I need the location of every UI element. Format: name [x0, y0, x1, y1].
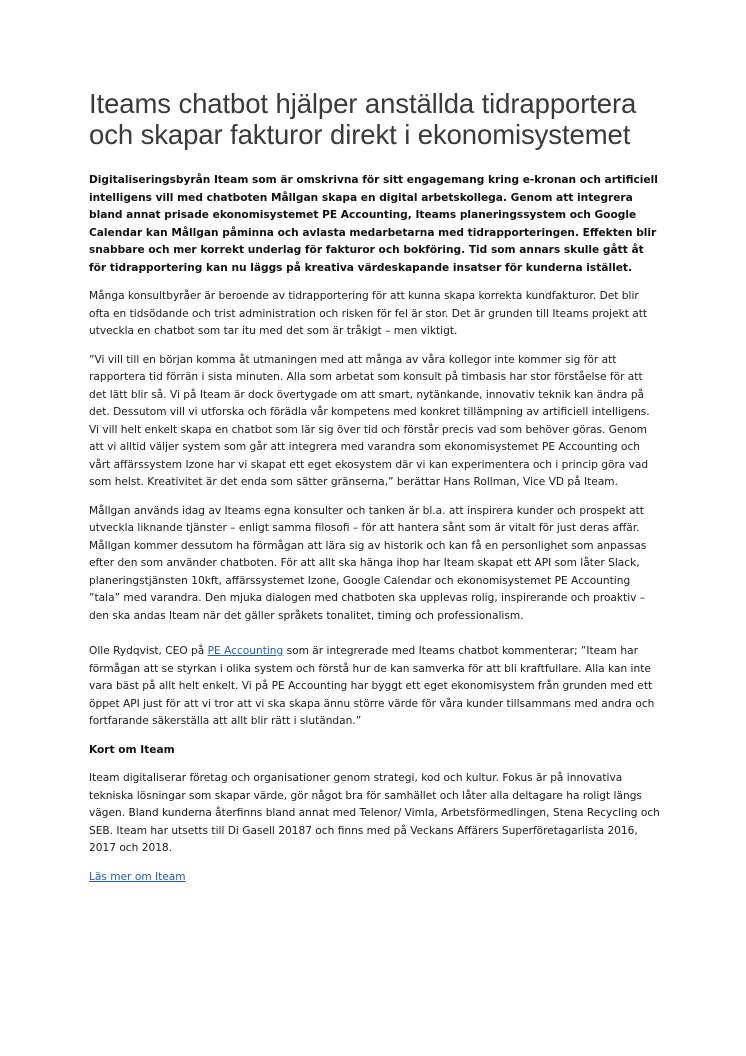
- about-heading: Kort om Iteam: [89, 743, 175, 756]
- quote-paragraph: ”Vi vill till en början komma åt utmaningen med att många av våra kollegor inte kommer sig för att rapportera tid förrän i sista minuten. Alla som arbetat som konsult på timbasis har stor förståelse för att det lätt blir så. Vi på Iteam är dock övertygade om att smart, nytänkande, innovativ teknik kan ändra på det. Dessutom vill vi utforska och förädla vår kompetens med konkret tillämpning av artificiell intelligens. Vi vill helt enkelt skapa en chatbot som lär sig över tid och förstår precis vad som behöver göras. Genom att vi alltid väljer system som går att integrera med varandra som ekonomisystemet PE Accounting och vårt affärssystem Izone har vi skapat ett eget ekosystem där vi kan experimentera och i princip göra vad som helst. Kreativitet är det enda som sätter gränserna,” berättar Hans Rollman, Vice VD på Iteam.: [89, 353, 650, 488]
- lead-paragraph: Digitaliseringsbyrån Iteam som är omskrivna för sitt engagemang kring e-kronan och artificiell intelligens vill med chatboten Mållgan skapa en digital arbetskollega. Genom att integrera bland annat prisade ekonomisystemet PE Accounting, Iteams planeringssystem och Google Calendar kan Mållgan påminna och avlasta medarbetarna med tidrapporteringen. Effekten blir snabbare och mer korrekt underlag för fakturor och bokföring. Tid som annars skulle gått åt för tidrapportering kan nu läggs på kreativa värdeskapande insatser för kunderna istället.: [89, 174, 658, 274]
- ceo-quote-paragraph: [89, 643, 661, 731]
- page-title: Iteams chatbot hjälper anställda tidrapportera och skapar fakturor direkt i ekonomisystemet: [89, 88, 637, 150]
- pe-accounting-link[interactable]: PE Accounting: [207, 645, 284, 657]
- body-paragraph-1: Många konsultbyråer är beroende av tidrapportering för att kunna skapa korrekta kundfakturor. Det blir ofta en tidsödande och trist administration och risken för fel är stor. Det är grunden till Iteams projekt att utveckla en chatbot som tar itu med det som är tråkigt – men viktigt.: [89, 290, 648, 337]
- read-more-link[interactable]: Läs mer om Iteam: [89, 870, 186, 883]
- press-release-page: [89, 88, 661, 886]
- body-paragraph-3: Mållgan används idag av Iteams egna konsulter och tanken är bl.a. att inspirera kunder och prospekt att utveckla liknande tjänster – enligt samma filosofi – för att hantera sånt som är vitalt för just deras affär. Mållgan kommer dessutom ha förmågan att lära sig av historik och kan få en personlighet som anpassas efter den som använder chatboten. För att allt ska hänga ihop har Iteam skapat ett API som låter Slack, planeringstjänsten 10kft, affärssystemet Izone, Google Calendar och ekonomisystemet PE Accounting ”tala” med varandra. Den mjuka dialogen med chatboten ska upplevas rolig, inspirerande och proaktiv – den ska andas Iteam när det gäller språkets tonalitet, timing och professionalism.: [89, 504, 647, 622]
- read-more-paragraph: [89, 869, 661, 887]
- ceo-quote-intro: Olle Rydqvist, CEO på: [89, 645, 208, 657]
- ceo-quote-text: som är integrerade med Iteams chatbot kommenterar; ”Iteam har förmågan att se styrkan i olika system och förstå hur de kan samverka för att bli kraftfullare. Alla kan inte vara bäst på allt helt enkelt. Vi på PE Accounting har byggt ett eget ekonomisystem från grunden med ett öppet API just för att vi tror att vi ska skapa ännu större värde för våra kunder tillsammans med andra och fortfarande säkerställa att allt blir rätt i slutändan.”: [89, 645, 655, 727]
- about-paragraph: Iteam digitaliserar företag och organisationer genom strategi, kod och kultur. Fokus är på innovativa tekniska lösningar som skapar värde, gör något bra för samhället och låter alla deltagare ha roligt längs vägen. Bland kunderna återfinns bland annat med Telenor/ Vimla, Arbetsförmedlingen, Stena Recycling och SEB. Iteam har utsetts till Di Gasell 20187 och finns med på Veckans Affärers Superföretagarlista 2016, 2017 och 2018.: [89, 772, 660, 854]
